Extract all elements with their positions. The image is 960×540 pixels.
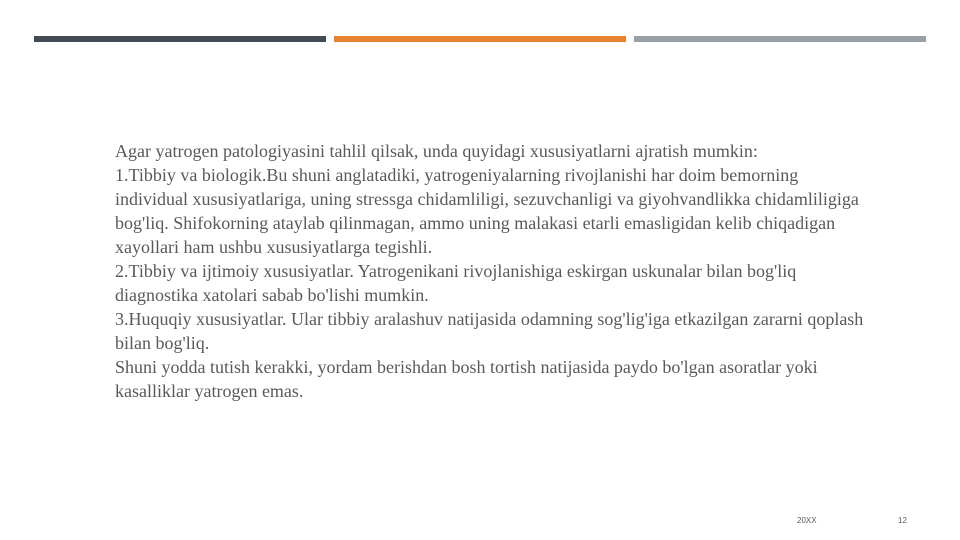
accent-bar-orange (334, 36, 626, 42)
paragraph-medical-biological: 1.Tibbiy va biologik.Bu shuni anglatadiki, yatrogeniyalarning rivojlanishi har doim bemorning individual xususiyatlariga, uning stressga chidamliligi, sezuvchanligi va giyohvandlikka chidamliligiga bog'liq. Shifokorning ataylab qilinmagan, ammo uning malakasi etarli emasligidan kelib chiqadigan xayollari ham ushbu xususiyatlarga tegishli. (115, 165, 859, 257)
accent-bar-dark (34, 36, 326, 42)
header-accent-bars (34, 36, 926, 42)
paragraph-legal: 3.Huquqiy xususiyatlar. Ular tibbiy aralashuv natijasida odamning sog'lig'iga etkazilgan zararni qoplash bilan bog'liq. (115, 309, 864, 353)
paragraph-conclusion: Shuni yodda tutish kerakki, yordam berishdan bosh tortish natijasida paydo bo'lgan asoratlar yoki kasalliklar yatrogen emas. (115, 357, 818, 401)
paragraph-intro: Agar yatrogen patologiyasini tahlil qilsak, unda quyidagi xususiyatlarni ajratish mumkin: (115, 141, 758, 161)
paragraph-medical-social: 2.Tibbiy va ijtimoiy xususiyatlar. Yatrogenikani rivojlanishiga eskirgan uskunalar bilan bog'liq diagnostika xatolari sabab bo'lishi mumkin. (115, 261, 797, 305)
slide-body-text (115, 139, 875, 403)
accent-bar-gray (634, 36, 926, 42)
footer-page-number: 12 (898, 516, 907, 525)
footer-date: 20XX (797, 516, 817, 525)
